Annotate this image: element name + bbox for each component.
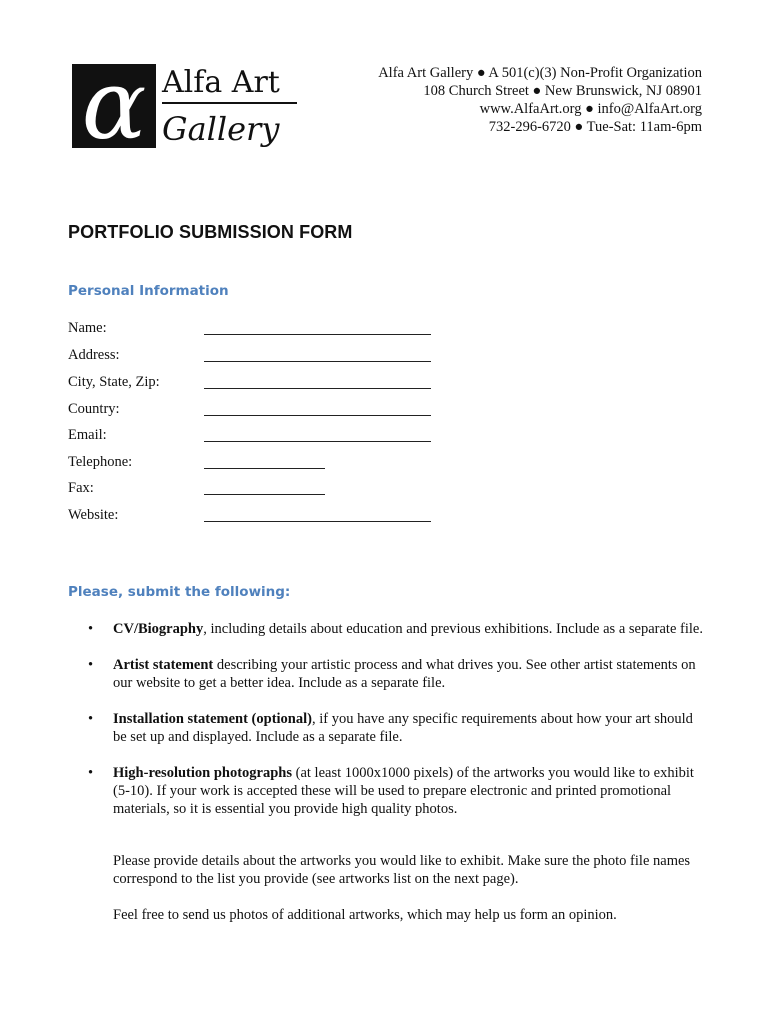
field-address-blank[interactable] (204, 361, 431, 362)
artwork-details-paragraph: Please provide details about the artworks you would like to exhibit. Make sure the photo file names correspond to the list you provide (see artworks list on the next page). (113, 853, 691, 887)
submission-list (68, 620, 708, 836)
list-item (68, 620, 708, 638)
item-description: , if you have any specific requirements about how your art should be set up and displayed. Include as a separate file. (113, 711, 693, 745)
field-city-state-zip-label: City, State, Zip: (68, 374, 160, 390)
field-website (68, 507, 448, 527)
item-title: CV/Biography (113, 621, 204, 637)
personal-info-heading: Personal Information (68, 283, 229, 299)
item-title: High-resolution photographs (113, 765, 293, 781)
field-website-label: Website: (68, 507, 119, 523)
list-item (68, 656, 708, 692)
field-telephone-label: Telephone: (68, 454, 133, 470)
item-title: Installation statement (optional) (113, 711, 312, 727)
field-name (68, 320, 448, 340)
item-description: describing your artistic process and what drives you. See other artist statements on our website to get a better idea. Include as a separate file. (113, 657, 696, 691)
logo-alpha-symbol: α (81, 60, 147, 156)
additional-artworks-paragraph: Feel free to send us photos of additional artworks, which may help us form an opinion. (113, 907, 617, 923)
header-line-organization: Alfa Art Gallery ● A 501(c)(3) Non-Profit Organization (378, 65, 702, 81)
field-fax (68, 480, 448, 500)
field-name-blank[interactable] (204, 334, 431, 335)
submit-heading: Please, submit the following: (68, 584, 291, 600)
field-telephone-blank[interactable] (204, 468, 325, 469)
field-name-label: Name: (68, 320, 107, 336)
bullet-icon: • (88, 657, 94, 673)
field-address (68, 347, 448, 367)
logo-graphic (72, 60, 300, 156)
header-line-phone-hours: 732-296-6720 ● Tue-Sat: 11am-6pm (488, 119, 702, 135)
item-description: (at least 1000x1000 pixels) of the artworks you would like to exhibit (5-10). If your work is accepted these will be used to prepare electronic and printed promotional materials, so it is essential you provide high quality photos. (113, 765, 694, 817)
bullet-icon: • (88, 711, 94, 727)
gallery-contact-info (378, 64, 702, 136)
bullet-icon: • (88, 765, 94, 781)
field-city-state-zip-blank[interactable] (204, 388, 431, 389)
field-fax-label: Fax: (68, 480, 94, 496)
list-item (68, 764, 708, 818)
list-item (68, 710, 708, 746)
form-title: PORTFOLIO SUBMISSION FORM (68, 222, 353, 242)
field-website-blank[interactable] (204, 521, 431, 522)
field-email-label: Email: (68, 427, 107, 443)
field-country-label: Country: (68, 401, 120, 417)
item-title: Artist statement (113, 657, 214, 673)
field-email (68, 427, 448, 447)
header-line-web-email: www.AlfaArt.org ● info@AlfaArt.org (479, 101, 702, 117)
alfa-art-gallery-logo (72, 60, 300, 156)
logo-line1: Alfa Art (162, 65, 280, 100)
field-address-label: Address: (68, 347, 120, 363)
field-fax-blank[interactable] (204, 494, 325, 495)
field-country-blank[interactable] (204, 415, 431, 416)
header-line-address: 108 Church Street ● New Brunswick, NJ 08901 (423, 83, 702, 99)
logo-line2: Gallery (162, 110, 280, 148)
field-email-blank[interactable] (204, 441, 431, 442)
bullet-icon: • (88, 621, 94, 637)
field-country (68, 401, 448, 421)
field-telephone (68, 454, 448, 474)
item-description: , including details about education and previous exhibitions. Include as a separate file. (203, 621, 703, 637)
field-city-state-zip (68, 374, 448, 394)
